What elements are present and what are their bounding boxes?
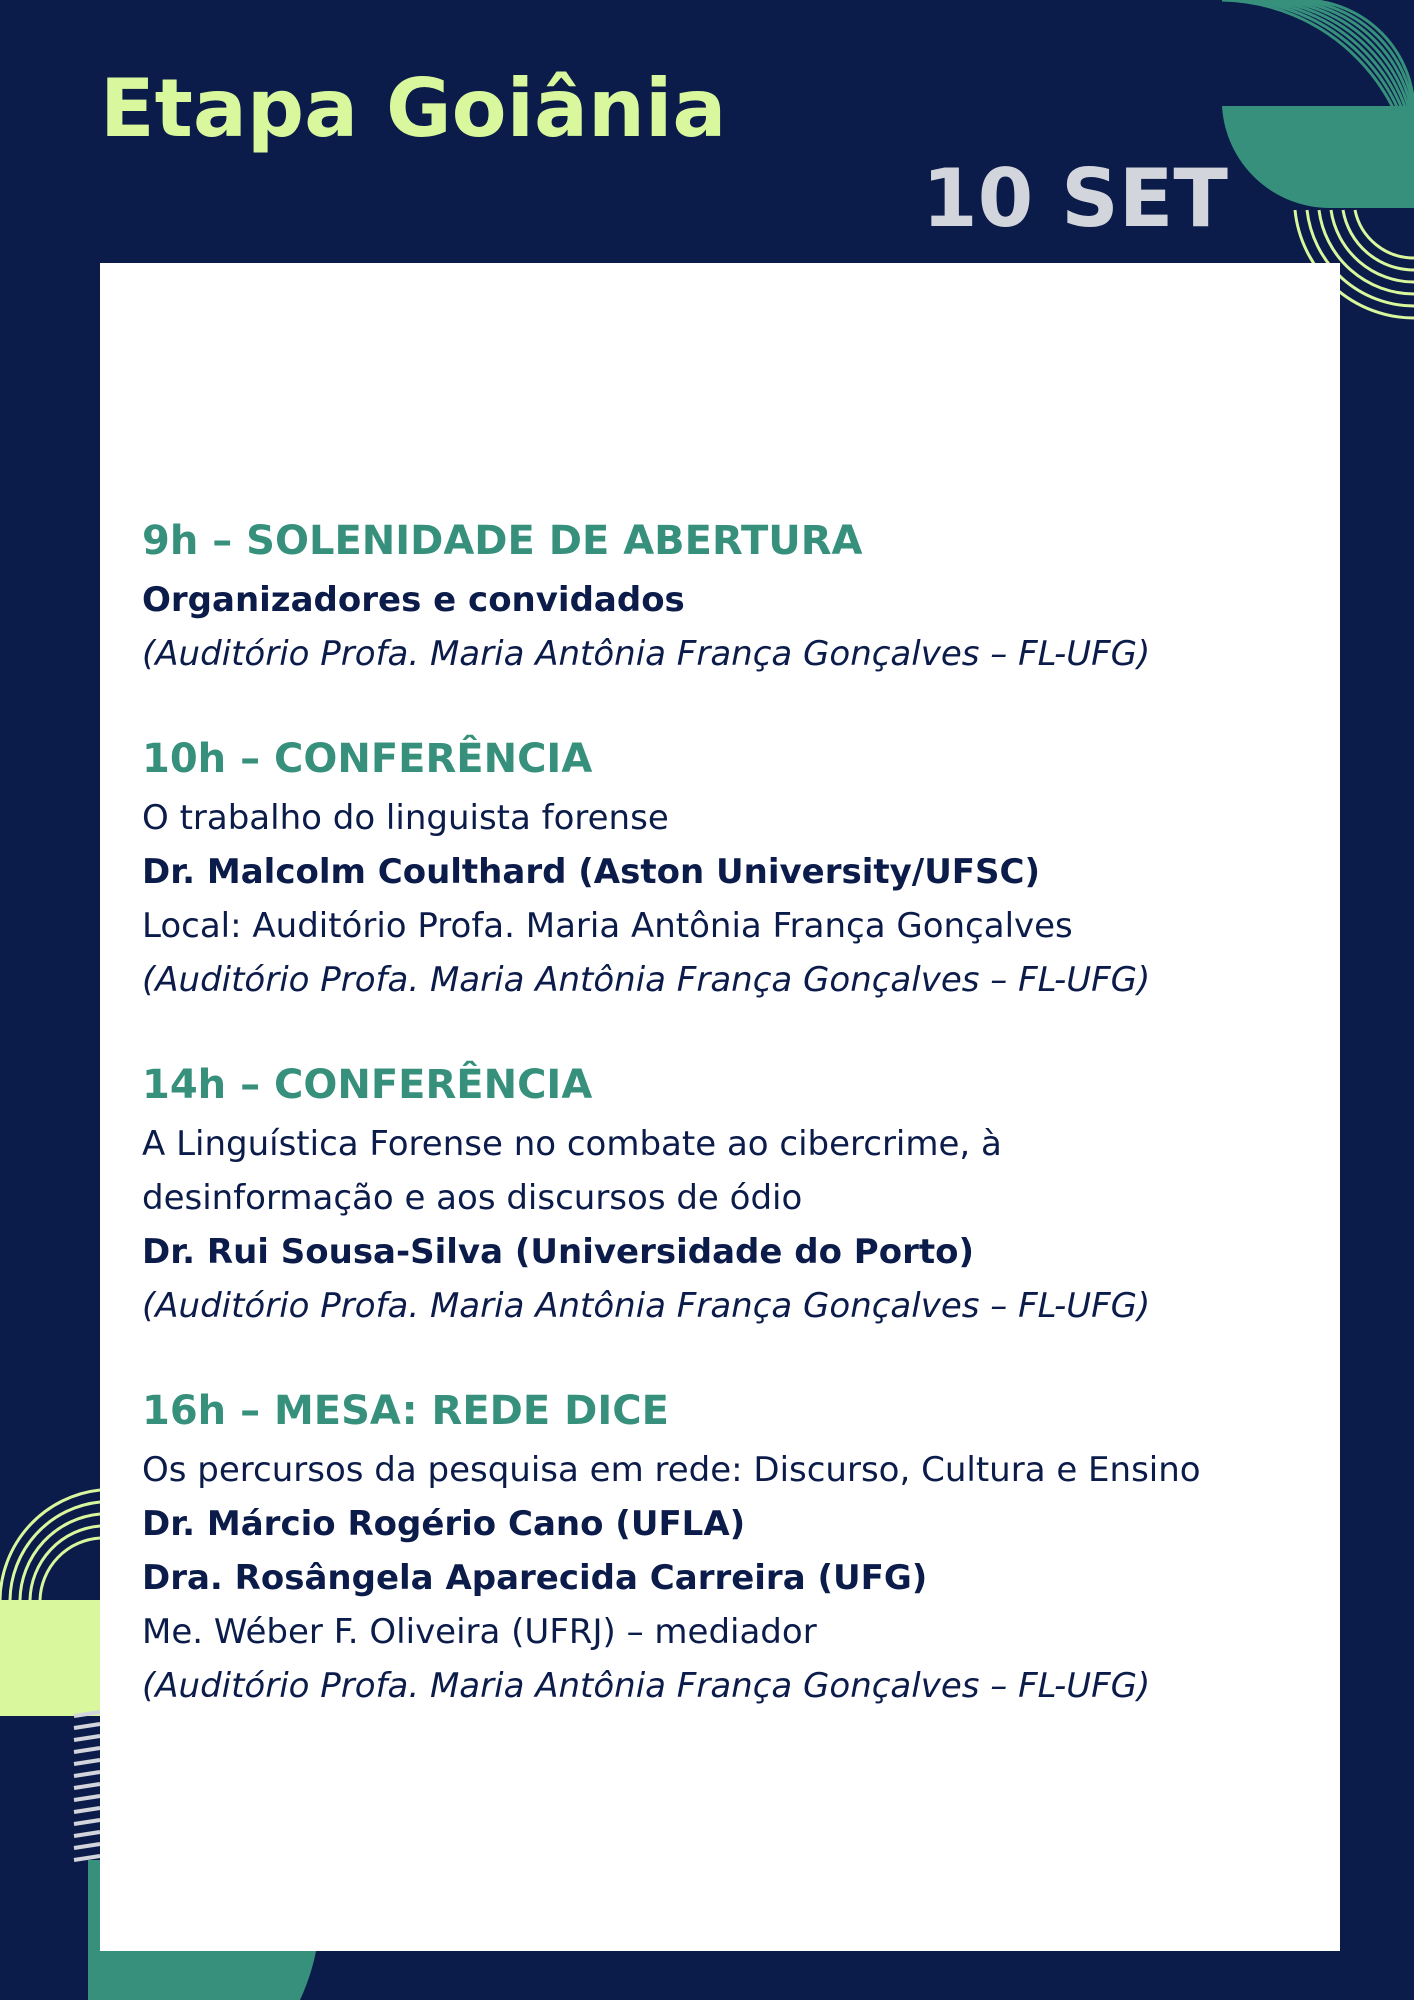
event-location: (Auditório Profa. Maria Antônia França Gonçalves – FL-UFG) [142,1666,1151,1706]
event-detail: Os percursos da pesquisa em rede: Discurso, Cultura e Ensino [142,1450,1201,1490]
event-speaker: Dra. Rosângela Aparecida Carreira (UFG) [142,1558,928,1598]
event-speaker: Dr. Malcolm Coulthard (Aston University/UFSC) [142,852,1041,892]
event-detail: Me. Wéber F. Oliveira (UFRJ) – mediador [142,1612,817,1652]
event-speaker: Dr. Márcio Rogério Cano (UFLA) [142,1504,746,1544]
bottom-left-lime-block [0,1600,100,1716]
event-list [142,515,1322,1765]
event-detail: O trabalho do linguista forense [142,798,669,838]
event-location: (Auditório Profa. Maria Antônia França Gonçalves – FL-UFG) [142,1286,1151,1326]
event-heading: 10h – CONFERÊNCIA [142,736,593,782]
event-heading: 9h – SOLENIDADE DE ABERTURA [142,518,863,564]
event-detail: Local: Auditório Profa. Maria Antônia França Gonçalves [142,906,1073,946]
schedule-event [142,515,1322,681]
event-detail: desinformação e aos discursos de ódio [142,1178,803,1218]
event-date: 10 SET [921,152,1228,245]
schedule-event [142,733,1322,1007]
schedule-event [142,1059,1322,1333]
event-heading: 16h – MESA: REDE DICE [142,1388,669,1434]
event-heading: 14h – CONFERÊNCIA [142,1062,593,1108]
event-speaker: Organizadores e convidados [142,580,685,620]
event-location: (Auditório Profa. Maria Antônia França Gonçalves – FL-UFG) [142,634,1151,674]
event-speaker: Dr. Rui Sousa-Silva (Universidade do Porto) [142,1232,974,1272]
schedule-card [100,263,1340,1951]
event-detail: A Linguística Forense no combate ao cibercrime, à [142,1124,1002,1164]
bottom-left-stripes-decoration [74,1712,100,1860]
bottom-left-lime-arcs-decoration [0,1490,100,1600]
event-location: (Auditório Profa. Maria Antônia França Gonçalves – FL-UFG) [142,960,1151,1000]
schedule-event [142,1385,1322,1713]
top-right-teal-shape [1222,106,1414,208]
page-title: Etapa Goiânia [100,62,727,155]
